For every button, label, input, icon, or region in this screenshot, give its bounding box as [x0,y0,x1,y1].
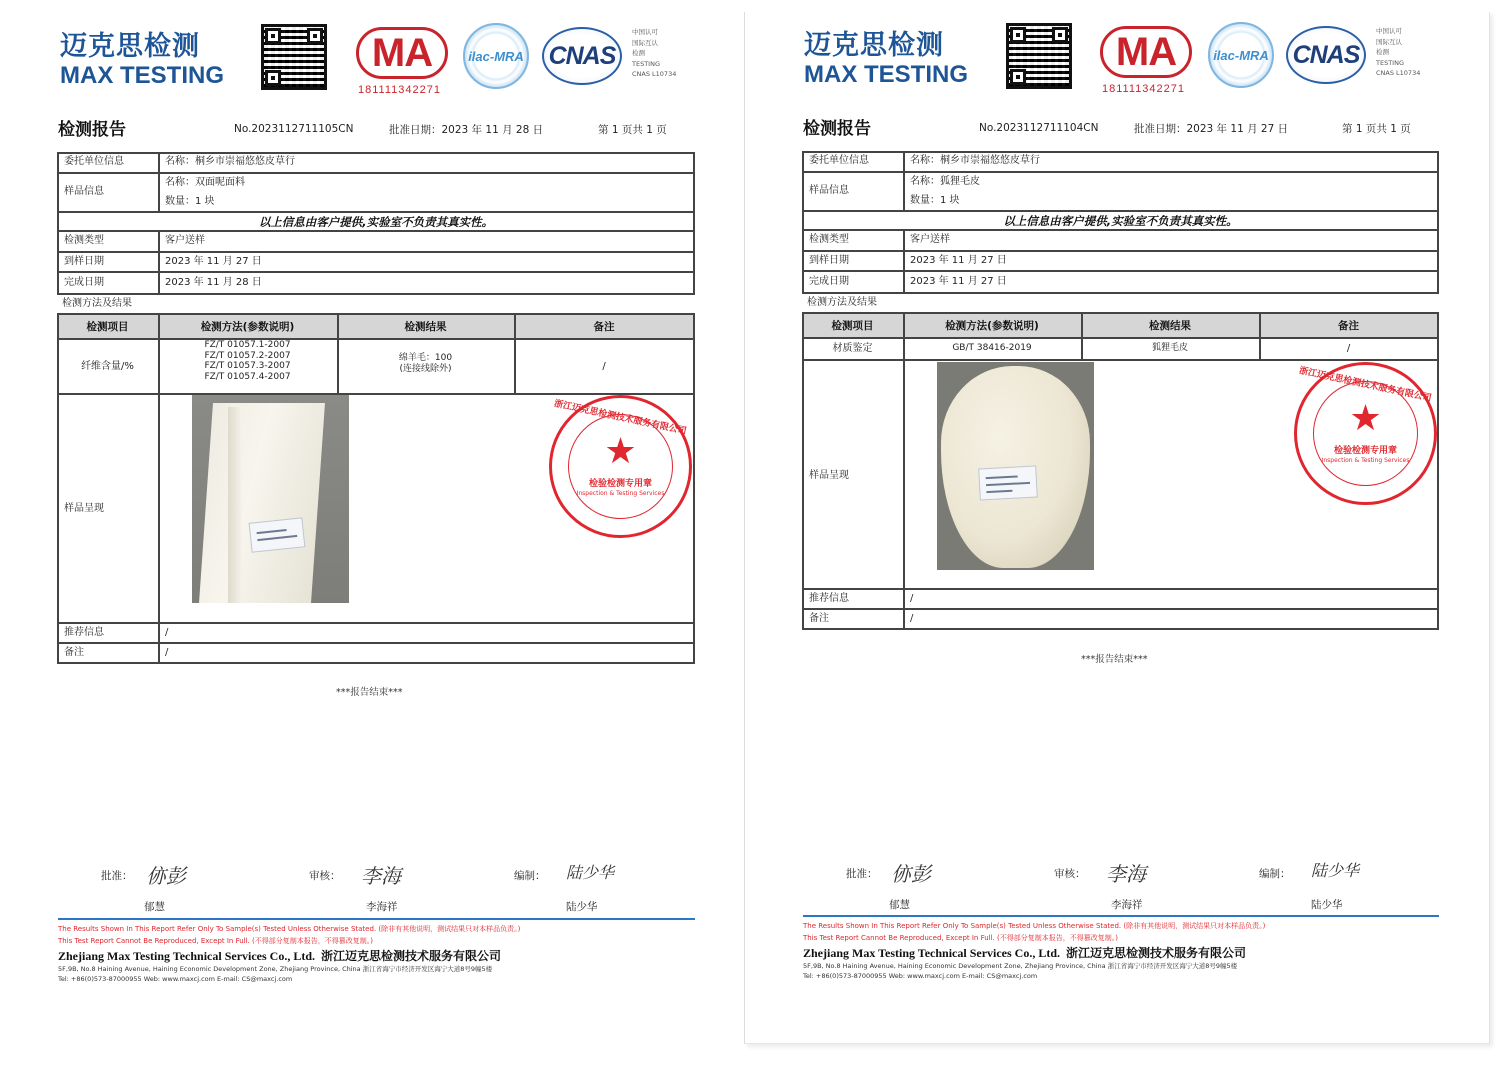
reviewer-name: 李海祥 [1111,899,1143,911]
recommend-info-label: 推荐信息 [64,627,104,638]
sample-info-label: 样品信息 [64,186,104,197]
brand-name-cn: 迈克思检测 [804,30,944,61]
approver-name: 郁慧 [144,901,165,913]
recommend-info-value: / [165,627,169,638]
col-header-result: 检测结果 [1149,320,1191,332]
footer-contact: Tel: +86(0)573-87000955 Web: www.maxcj.com E-mail: CS@maxcj.com [803,972,1038,980]
footer-disclaimer-1: The Results Shown In This Report Refer Only To Sample(s) Tested Unless Otherwise Stated. (除非有其他说明，测试结果只对本样品负责。) [58,925,521,933]
col-header-remark: 备注 [1338,320,1359,332]
sample-photo-wool-fabric [192,395,349,603]
brand-name-en: MAX TESTING [60,62,225,89]
test-result: 绵羊毛：100 (连接线除外) [398,353,453,374]
stamp-star-icon: ★ [604,431,637,472]
cnas-logo: CNAS [1286,26,1366,84]
completion-date-value: 2023 年 11 月 27 日 [910,276,1007,287]
preparer-signature: 陆少华 [1311,861,1360,880]
inspection-stamp: 浙江迈克思检测技术服务有限公司 ★ 检验检测专用章 Inspection & Testing Services [549,395,692,538]
col-header-method: 检测方法(参数说明) [200,321,295,333]
approver-name: 郁慧 [889,899,910,911]
col-header-result: 检测结果 [404,321,447,333]
recommend-info-label: 推荐信息 [809,593,849,604]
footer-divider [803,915,1439,917]
test-item: 纤维含量/% [81,361,134,372]
brand-name-cn: 迈克思检测 [60,31,200,62]
prepared-by-label: 编制： [514,870,546,882]
sample-appearance-label: 样品呈现 [809,470,849,481]
reviewed-by-label: 审核： [309,870,341,882]
test-methods: FZ/T 01057.1-2007 FZ/T 01057.2-2007 FZ/T 01057.3-2007 FZ/T 01057.4-2007 [204,340,291,382]
remarks-value: / [910,613,914,624]
col-header-item: 检测项目 [86,321,129,333]
method-section-label: 检测方法及结果 [62,298,132,309]
approved-by-label: 批准： [101,870,133,882]
sample-appearance-label: 样品呈现 [64,503,104,514]
col-header-remark: 备注 [593,321,615,333]
approved-by-label: 批准： [846,868,878,880]
arrival-date-label: 到样日期 [64,256,104,267]
cma-number: 181111342271 [358,84,441,96]
client-info-label: 委托单位信息 [809,155,869,166]
test-type-value: 客户送样 [165,235,205,246]
report-title: 检测报告 [803,119,871,139]
end-of-report: ***报告结束*** [336,687,403,698]
prepared-by-label: 编制： [1259,868,1291,880]
reviewer-signature: 李海 [361,864,401,888]
cnas-accreditation-note: 中国认可 国际互认 检测 TESTING CNAS L10734 [632,28,677,78]
test-remark: / [1346,343,1351,354]
test-type-value: 客户送样 [910,234,950,245]
qr-code [261,24,327,90]
test-method: GB/T 38416-2019 [952,343,1032,353]
client-info-label: 委托单位信息 [64,156,124,167]
ilac-mra-logo: ilac-MRA [463,23,529,89]
reviewer-signature: 李海 [1106,862,1146,886]
qr-code [1006,23,1072,89]
end-of-report: ***报告结束*** [1081,654,1148,665]
arrival-date-value: 2023 年 11 月 27 日 [910,255,1007,266]
footer-contact: Tel: +86(0)573-87000955 Web: www.maxcj.com E-mail: CS@maxcj.com [58,975,293,983]
completion-date-label: 完成日期 [809,276,849,287]
footer-company: Zhejiang Max Testing Technical Services Co., Ltd. 浙江迈克思检测技术服务有限公司 [58,949,502,963]
cnas-accreditation-note: 中国认可 国际互认 检测 TESTING CNAS L10734 [1376,27,1421,77]
completion-date-label: 完成日期 [64,277,104,288]
cma-logo: MA [356,27,448,79]
completion-date-value: 2023 年 11 月 28 日 [165,277,262,288]
arrival-date-value: 2023 年 11 月 27 日 [165,256,262,267]
test-report-left [0,0,745,1083]
remarks-label: 备注 [64,647,84,658]
sample-name: 名称：狐狸毛皮 [910,176,980,187]
stamp-star-icon: ★ [1349,398,1382,439]
sample-quantity: 数量：1 块 [910,195,960,206]
reviewer-name: 李海祥 [366,901,398,913]
test-type-label: 检测类型 [64,235,104,246]
report-number: No.2023112711105CN [234,123,354,135]
sample-info-label: 样品信息 [809,185,849,196]
recommend-info-value: / [910,593,914,604]
footer-divider [58,918,695,920]
footer-address: 5F,9B, No.8 Haining Avenue, Haining Economic Development Zone, Zhejiang Province, China 浙江省海宁市经济开发区海宁大道8号9幢5楼 [58,965,493,973]
method-section-label: 检测方法及结果 [807,297,877,308]
test-item: 材质鉴定 [832,343,873,354]
client-disclaimer-note: 以上信息由客户提供,实验室不负责其真实性。 [1003,214,1238,228]
col-header-method: 检测方法(参数说明) [945,320,1039,332]
client-name: 名称：桐乡市崇福悠悠皮草行 [165,156,295,167]
approver-signature: 㑊彭 [146,864,186,888]
footer-disclaimer-2: This Test Report Cannot Be Reproduced, Except In Full. (不得部分复制本报告，不得篡改复制。) [803,934,1118,942]
cma-number: 181111342271 [1102,83,1185,95]
footer-company: Zhejiang Max Testing Technical Services Co., Ltd. 浙江迈克思检测技术服务有限公司 [803,946,1247,960]
preparer-signature: 陆少华 [566,863,615,882]
footer-disclaimer-2: This Test Report Cannot Be Reproduced, Except In Full. (不得部分复制本报告，不得篡改复制。) [58,937,373,945]
test-remark: / [602,361,606,372]
report-number: No.2023112711104CN [979,122,1099,134]
sample-photo-fox-fur [937,362,1094,570]
reviewed-by-label: 审核： [1054,868,1086,880]
approval-date: 批准日期：2023 年 11 月 28 日 [389,124,544,136]
cma-logo: MA [1100,26,1192,78]
remarks-label: 备注 [809,613,829,624]
test-result: 狐狸毛皮 [1151,343,1188,353]
test-report-right [744,12,1490,1044]
sample-quantity: 数量：1 块 [165,196,215,207]
ilac-mra-logo: ilac-MRA [1208,22,1274,88]
footer-address: 5F,9B, No.8 Haining Avenue, Haining Economic Development Zone, Zhejiang Province, China 浙江省海宁市经济开发区海宁大道8号9幢5楼 [803,962,1238,970]
brand-name-en: MAX TESTING [804,61,969,88]
page-indicator: 第 1 页共 1 页 [598,124,667,136]
preparer-name: 陆少华 [566,901,598,913]
client-name: 名称：桐乡市崇福悠悠皮草行 [910,155,1040,166]
approval-date: 批准日期：2023 年 11 月 27 日 [1134,123,1289,135]
page-indicator: 第 1 页共 1 页 [1342,123,1411,135]
cnas-logo: CNAS [542,27,622,85]
test-type-label: 检测类型 [809,234,849,245]
col-header-item: 检测项目 [831,320,874,332]
report-title: 检测报告 [58,120,126,140]
sample-name: 名称：双面呢面料 [165,177,245,188]
client-disclaimer-note: 以上信息由客户提供,实验室不负责其真实性。 [258,215,494,229]
approver-signature: 㑊彭 [891,862,931,886]
footer-disclaimer-1: The Results Shown In This Report Refer Only To Sample(s) Tested Unless Otherwise Stated. (除非有其他说明，测试结果只对本样品负责。) [803,922,1266,930]
remarks-value: / [165,647,169,658]
preparer-name: 陆少华 [1311,899,1343,911]
arrival-date-label: 到样日期 [809,255,849,266]
inspection-stamp: 浙江迈克思检测技术服务有限公司 ★ 检验检测专用章 Inspection & Testing Services [1294,362,1437,505]
